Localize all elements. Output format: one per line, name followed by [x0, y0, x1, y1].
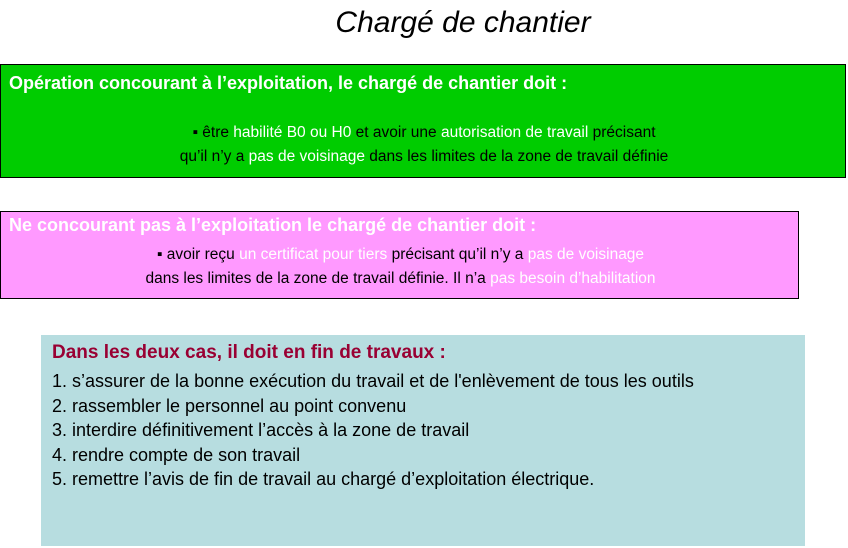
- list-item: 1. s’assurer de la bonne exécution du travail et de l'enlèvement de tous les outils: [52, 371, 694, 391]
- blue-info-box: [41, 335, 805, 546]
- highlight-text: pas de voisinage: [248, 148, 365, 165]
- green-info-box: [0, 64, 846, 178]
- pink-info-box: [0, 211, 799, 299]
- end-of-work-list: [52, 369, 797, 492]
- highlight-text: autorisation de travail: [440, 124, 589, 141]
- list-item: 2. rassembler le personnel au point convenu: [52, 395, 407, 416]
- green-box-line-2: [1, 145, 847, 169]
- highlight-text: pas de voisinage: [527, 246, 645, 263]
- green-box-line-1: [1, 121, 847, 145]
- text-run: dans les limites de la zone de travail définie. Il n’a: [145, 270, 491, 287]
- text-run: ▪ avoir reçu: [156, 246, 240, 263]
- pink-box-line-1: [1, 243, 800, 267]
- page-title: Chargé de chantier: [335, 6, 591, 39]
- text-run: précisant: [588, 124, 656, 141]
- text-run: précisant qu’il n’y a: [387, 246, 528, 263]
- pink-box-line-2: [1, 267, 800, 291]
- list-item: 3. interdire définitivement l’accès à la zone de travail: [52, 420, 470, 440]
- pink-box-heading: Ne concourant pas à l’exploitation le chargé de chantier doit :: [9, 215, 537, 235]
- list-item: 4. rendre compte de son travail: [52, 444, 301, 465]
- text-run: qu’il n’y a: [179, 148, 249, 165]
- blue-box-heading: Dans les deux cas, il doit en fin de travaux :: [52, 342, 446, 363]
- text-run: ▪ être: [192, 124, 234, 141]
- green-box-heading: Opération concourant à l’exploitation, le chargé de chantier doit :: [9, 73, 568, 93]
- pink-box-body: [1, 243, 800, 291]
- highlight-text: habilité B0 ou H0: [233, 124, 352, 141]
- text-run: dans les limites de la zone de travail définie: [365, 148, 669, 165]
- list-item: 5. remettre l’avis de fin de travail au chargé d’exploitation électrique.: [52, 469, 595, 489]
- green-box-body: [1, 121, 847, 169]
- text-run: et avoir une: [351, 124, 441, 141]
- highlight-text: un certificat pour tiers: [239, 246, 388, 263]
- highlight-text: pas besoin d’habilitation: [490, 270, 656, 287]
